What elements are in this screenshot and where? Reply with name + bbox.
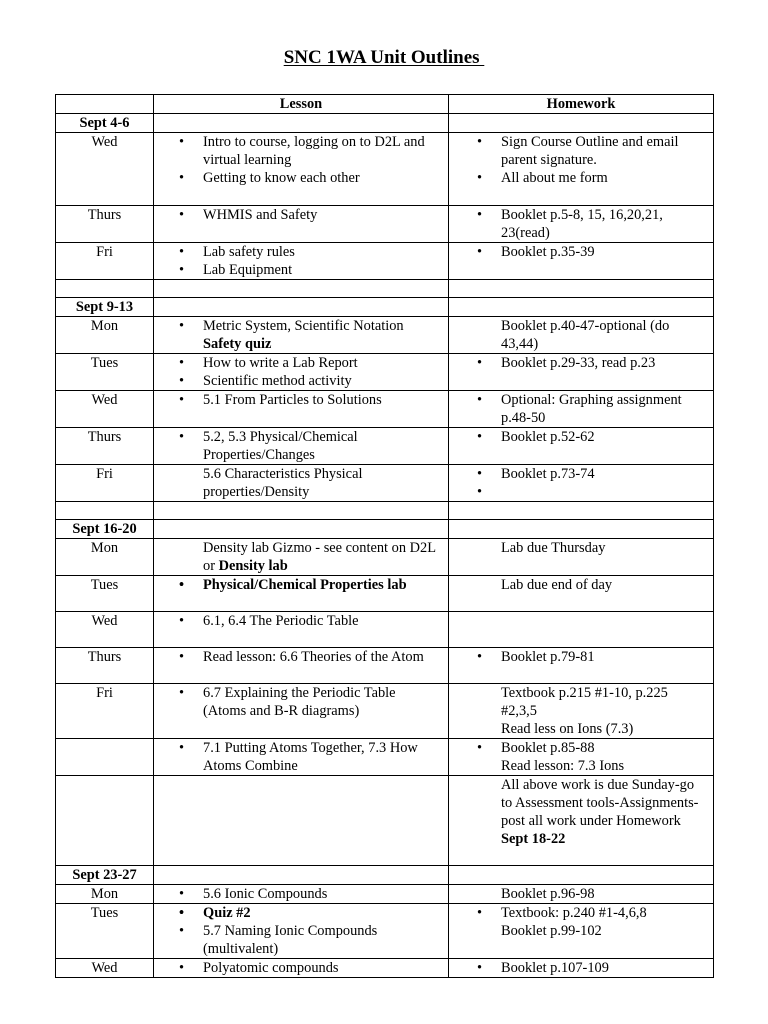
lesson-item: • Read lesson: 6.6 Theories of the Atom <box>203 648 438 666</box>
lesson-item: • Metric System, Scientific Notation <box>203 317 438 335</box>
table-row <box>56 612 714 648</box>
document-title: SNC 1WA Unit Outlines <box>283 47 485 68</box>
lesson-item: • Lab Equipment <box>203 261 438 279</box>
day-cell: Tues <box>56 904 154 959</box>
lesson-item: • WHMIS and Safety <box>203 206 438 224</box>
homework-note: All above work is due Sunday-go to Assessment tools-Assignments-post all work under Homework <box>501 777 699 829</box>
spacer-row <box>56 280 714 298</box>
unit-outline-table <box>55 94 714 978</box>
day-cell: Mon <box>56 539 154 576</box>
table-row <box>56 206 714 243</box>
day-cell: Fri <box>56 684 154 739</box>
homework-item <box>501 483 705 501</box>
header-row <box>56 95 714 114</box>
week-label: Sept 4-6 <box>56 114 154 133</box>
lesson-item: • 6.1, 6.4 The Periodic Table <box>203 612 438 630</box>
homework-item: Lab due end of day <box>501 577 613 593</box>
table-row <box>56 133 714 206</box>
day-cell: Thurs <box>56 648 154 684</box>
homework-item: • Booklet p.29-33, read p.23 <box>501 354 705 372</box>
lesson-item: • Scientific method activity <box>203 372 438 390</box>
lesson-item: • 5.2, 5.3 Physical/Chemical Properties/Changes <box>203 428 438 464</box>
table-row <box>56 243 714 280</box>
day-cell: Mon <box>56 885 154 904</box>
homework-item: Booklet p.96-98 <box>501 886 595 902</box>
homework-item: • Booklet p.79-81 <box>501 648 705 666</box>
table-row <box>56 391 714 428</box>
week-row <box>56 298 714 317</box>
lesson-item: • 5.7 Naming Ionic Compounds (multivalent) <box>203 922 438 958</box>
day-cell: Thurs <box>56 206 154 243</box>
lesson-item: • 7.1 Putting Atoms Together, 7.3 How Atoms Combine <box>203 739 438 775</box>
homework-item: Booklet p.99-102 <box>501 923 602 939</box>
table-row <box>56 684 714 739</box>
week-label: Sept 16-20 <box>56 520 154 539</box>
day-cell: Wed <box>56 133 154 206</box>
lesson-item: 5.6 Characteristics Physical properties/Density <box>203 466 363 500</box>
day-column-header <box>56 95 154 114</box>
homework-column-header: Homework <box>449 95 714 114</box>
homework-item: Textbook p.215 #1-10, p.225 #2,3,5 <box>501 685 668 719</box>
homework-item: • Optional: Graphing assignment p.48-50 <box>501 391 705 427</box>
homework-item: • Booklet p.5-8, 15, 16,20,21, 23(read) <box>501 206 705 242</box>
lesson-item-bold: Density lab <box>218 558 288 574</box>
day-cell: Tues <box>56 576 154 612</box>
table-row <box>56 885 714 904</box>
table-row <box>56 354 714 391</box>
homework-note-bold: Sept 18-22 <box>501 831 566 847</box>
homework-item: • Booklet p.85-88 <box>501 739 705 757</box>
table-row <box>56 539 714 576</box>
week-row <box>56 520 714 539</box>
lesson-item: • Lab safety rules <box>203 243 438 261</box>
homework-item: Lab due Thursday <box>501 540 606 556</box>
homework-item: • All about me form <box>501 169 705 187</box>
table-row <box>56 904 714 959</box>
lesson-column-header: Lesson <box>154 95 449 114</box>
homework-item: • Booklet p.35-39 <box>501 243 705 261</box>
day-cell: Tues <box>56 354 154 391</box>
lesson-item: • 5.1 From Particles to Solutions <box>203 391 438 409</box>
day-cell <box>56 739 154 776</box>
day-cell: Wed <box>56 959 154 978</box>
homework-item: • Booklet p.52-62 <box>501 428 705 446</box>
lesson-item: • 5.6 Ionic Compounds <box>203 885 438 903</box>
table-row <box>56 317 714 354</box>
homework-item: • Booklet p.107-109 <box>501 959 705 977</box>
homework-item: • Textbook: p.240 #1-4,6,8 <box>501 904 705 922</box>
lesson-item: Density lab Gizmo - see content on D2L or <box>203 540 436 574</box>
lesson-item: • Polyatomic compounds <box>203 959 438 977</box>
week-row <box>56 866 714 885</box>
homework-item: Read lesson: 7.3 Ions <box>501 758 625 774</box>
lesson-item: • Getting to know each other <box>203 169 438 187</box>
day-cell <box>56 776 154 866</box>
day-cell: Wed <box>56 612 154 648</box>
week-label: Sept 9-13 <box>56 298 154 317</box>
table-row <box>56 428 714 465</box>
homework-item: • Booklet p.73-74 <box>501 465 705 483</box>
day-cell: Fri <box>56 465 154 502</box>
table-row <box>56 776 714 866</box>
day-cell: Mon <box>56 317 154 354</box>
week-label: Sept 23-27 <box>56 866 154 885</box>
homework-item: • Sign Course Outline and email parent signature. <box>501 133 705 169</box>
lesson-item-bold: • Physical/Chemical Properties lab <box>203 576 438 594</box>
lesson-item-bold: Safety quiz <box>203 336 272 352</box>
week-row <box>56 114 714 133</box>
table-row <box>56 648 714 684</box>
lesson-item: • 6.7 Explaining the Periodic Table (Atoms and B-R diagrams) <box>203 684 438 720</box>
table-row <box>56 465 714 502</box>
homework-item: Read less on Ions (7.3) <box>501 721 634 737</box>
homework-item: Booklet p.40-47-optional (do 43,44) <box>501 318 670 352</box>
table-row <box>56 959 714 978</box>
table-row <box>56 576 714 612</box>
day-cell: Fri <box>56 243 154 280</box>
lesson-item: • Intro to course, logging on to D2L and virtual learning <box>203 133 438 169</box>
lesson-item: • How to write a Lab Report <box>203 354 438 372</box>
spacer-row <box>56 502 714 520</box>
day-cell: Wed <box>56 391 154 428</box>
table-row <box>56 739 714 776</box>
day-cell: Thurs <box>56 428 154 465</box>
lesson-item-bold: • Quiz #2 <box>203 904 438 922</box>
